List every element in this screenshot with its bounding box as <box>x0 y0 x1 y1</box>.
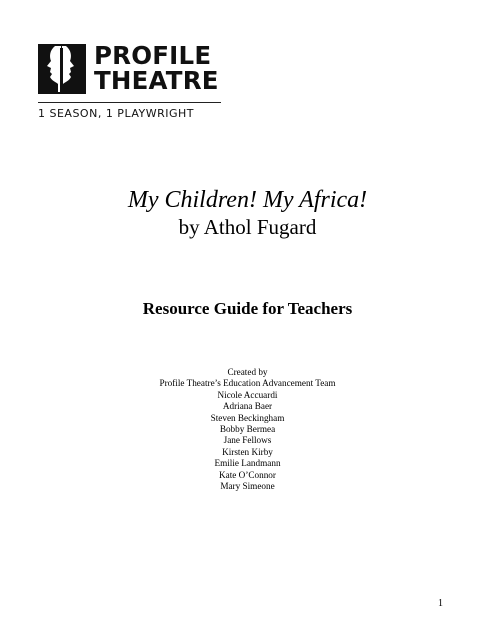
guide-subtitle: Resource Guide for Teachers <box>142 299 353 318</box>
play-author: by Athol Fugard <box>178 215 317 239</box>
page-number: 1 <box>438 598 443 609</box>
team-member: Kate O’Connor <box>219 469 276 480</box>
logo-word-profile: PROFILE <box>94 41 212 70</box>
team-member: Emilie Landmann <box>214 458 281 469</box>
team-member: Adriana Baer <box>222 401 273 412</box>
logo-tagline: 1 SEASON, 1 PLAYWRIGHT <box>38 107 194 120</box>
team-member: Steven Beckingham <box>210 412 285 423</box>
credits-block <box>0 367 495 492</box>
team-member: Kirsten Kirby <box>222 446 273 457</box>
team-member: Bobby Bermea <box>219 424 276 435</box>
profile-theatre-logo <box>38 41 238 124</box>
team-member: Mary Simeone <box>220 481 275 492</box>
credits-intro: Created by <box>227 367 268 377</box>
team-member: Jane Fellows <box>223 435 272 446</box>
team-name: Profile Theatre’s Education Advancement Team <box>159 378 336 389</box>
team-member: Nicole Accuardi <box>217 389 278 400</box>
play-title: My Children! My Africa! <box>127 187 368 213</box>
profile-faces-icon <box>38 44 86 94</box>
logo-divider <box>38 102 221 103</box>
logo-word-theatre: THEATRE <box>94 66 219 95</box>
